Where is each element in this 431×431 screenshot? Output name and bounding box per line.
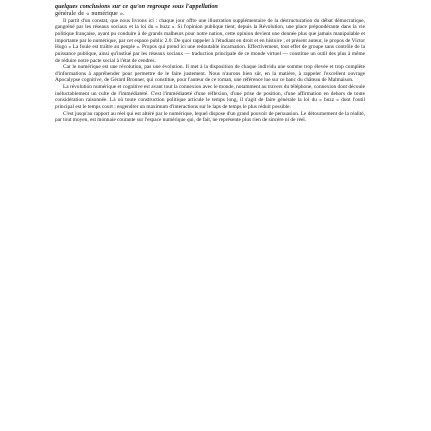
paragraph-1: Il partit d'un constat, que nous livrons ici : chaque jour offre une illustration supplémentaire de la déstructuration du débat démocratique, gangréné par les réseaux sociaux et la loi du « buzz ». Si l'opinion publique tient, depuis la Révolution, une place prépondérante dans la vie politique française, ayant pu conduire à de grands malheurs pour notre nation, cette opinion devient une donnée plus que jamais manipulable et importante par le numérique, par cet espace public 2.0. De quoi rappeler à l'étudiant en droit et en histoire ; et présent auteur, le propos de Victor Hugo « La foule est traître au peuple ». Propos qui prend ici une redoutable incarnation. Effectivement, tout effet de groupe sans contrôle de la puissance publique, ainsi qu'instiué par les réseaux sociaux — traduction principale de ce monde virtuel — constitue un outil des plus à même de réduire notre pacte social à l'état de cendres. <box>55 17 365 64</box>
paragraph-4: C'est jusqu'au rapport au réel qui est altéré par le numérique, lequel dispose d'un grand pouvoir de persuasion. Le détournement de la réalité, par tout moyen, est monnaie courante sur l'espace numérique qui, de fait, ne représente plus rien de sincère ni de réel. <box>55 110 365 124</box>
heading-line-2: générale de « numérique ». <box>55 10 125 18</box>
paragraph-2: Car le numérique est une révolution, pas une évolution. Il met à la disposition de chaque individu une somme trop élevée et trop complète d'informations à appréhender pour permettre de le faire justement. Nous n'aurons bien sûr, en la matière, à rappeler l'excellent ouvrage Apocalypse cognitive, de Gérard Bronner, qui constitue, pour l'auteur de ce roman, une référence lue sur ce banc du château de Malmaison. <box>55 64 365 84</box>
heading-line-1: quelques conclusions sur ce qu'on regroupe sous l'appellation <box>55 3 218 10</box>
paragraph-3: La révolution numérique et cognitive est avant tout la connexion avec le monde, notamment au travers du téléphone, connexion dont découle inéluctablement un culte de l'immédiateté. C'est l'immédiateté d'une réflexion, d'une prise de position, d'une affirmation en dehors de toute considération raisonnée. Là où toute construction politique articule le temps long, il s'agit de faire générale la loi du « buzz » dont l'outil principal est le temps court : engendrer un maximum d'interactions sur le laps de temps le plus réduit possible. <box>55 84 365 110</box>
